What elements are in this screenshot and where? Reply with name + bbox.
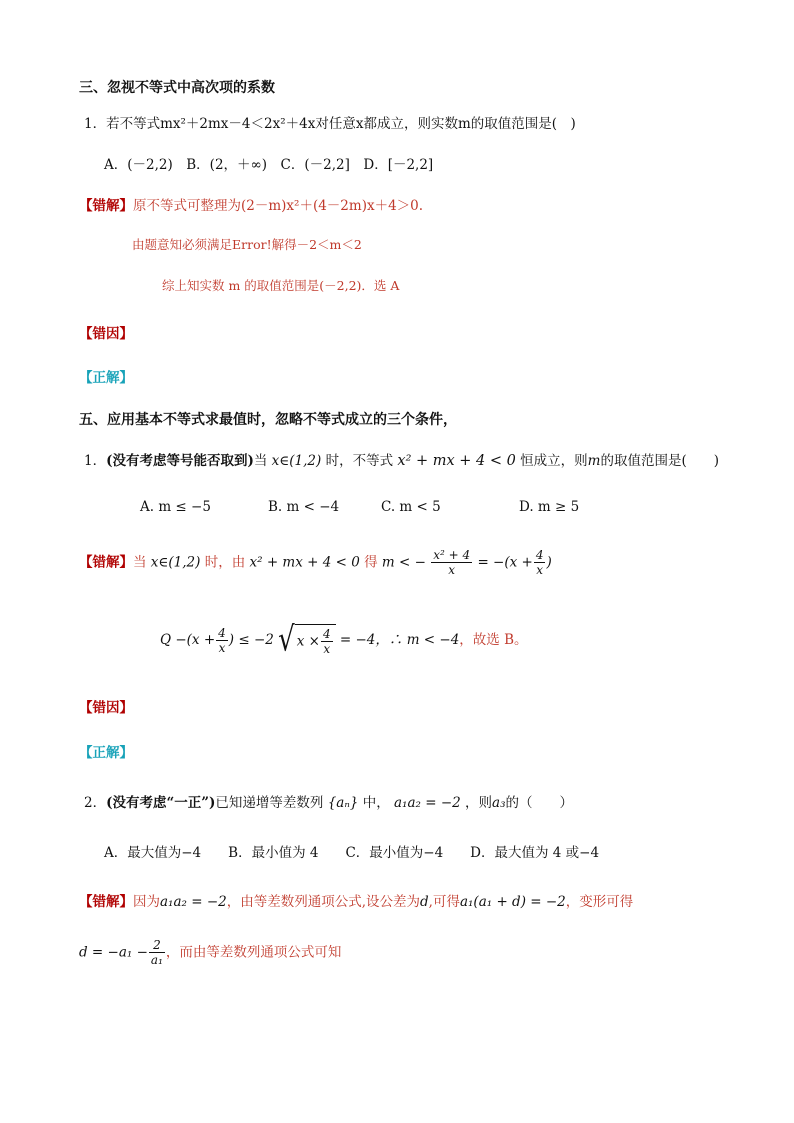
radical-sign-icon: √ (278, 620, 295, 660)
option-a: A. m ≤ −5 (140, 499, 211, 515)
correct-solution-tag: 【正解】 (79, 370, 133, 386)
fraction: $\frac{\text{x² + 4}}{x}$ (433, 548, 471, 578)
fraction: $\frac{2}{\text{a₁}}$ (150, 938, 163, 968)
wrong-solution-5-2-line-1: 【错解】因为a₁a₂ = −2，由等差数列通项公式,设公差为d,可得a₁(a₁ + d) = −2，变形可得 (79, 894, 634, 910)
fraction: $\frac{4}{x}$ (322, 627, 331, 657)
fraction: $\frac{4}{x}$ (218, 625, 226, 655)
error-reason-tag: 【错因】 (79, 326, 133, 342)
option-d: D. m ≥ 5 (519, 499, 580, 515)
section-heading-3: 三、忽视不等式中高次项的系数 (79, 80, 275, 96)
section-heading-5: 五、应用基本不等式求最值时，忽略不等式成立的三个条件， (79, 412, 457, 428)
square-root: √ x × $\frac{4}{x}$ (278, 624, 335, 657)
wrong-solution-tag: 【错解】 (79, 198, 133, 214)
wrong-solution-5-1-line-2: Q −(x + $\frac{4}{x}$ ) ≤ −2 √ x × $\frac{4}{x}$ = −4，∴ m < −4，故选 B。 (160, 620, 528, 660)
question-5-2-options: A．最大值为−4 B．最小值为 4 C．最小值为−4 D．最大值为 4 或−4 (104, 845, 600, 861)
question-1-stem: 1．若不等式mx²＋2mx－4＜2x²＋4x对任意x都成立，则实数m的取值范围是( ) (84, 116, 576, 132)
option-b: B. m < −4 (268, 499, 340, 515)
question-5-2-stem: 2．(没有考虑“一正”)已知递增等差数列 {aₙ} 中， a₁a₂ = −2 ，则a₃的（ ） (84, 795, 573, 811)
question-5-1-stem: 1．(没有考虑等号能否取到)当 x∈(1,2) 时，不等式 x² + mx + 4 < 0 恒成立，则m的取值范围是( ) (84, 453, 720, 469)
wrong-solution-line-1 (79, 198, 423, 215)
question-1-options: A．(－2,2) B．(2，＋∞) C．(－2,2] D．[－2,2] (104, 157, 434, 173)
question-note: (没有考虑等号能否取到) (106, 453, 254, 469)
wrong-solution-text: 原不等式可整理为(2－m)x²＋(4－2m)x＋4＞0. (133, 198, 424, 214)
wrong-solution-5-1-line-1: 【错解】当 x∈(1,2) 时，由 x² + mx + 4 < 0 得 m < − $\frac{\text{x² + 4}}{x}$ = −(x + $\frac{4}{x}$ ) (79, 548, 552, 578)
correct-solution-tag-5-1: 【正解】 (79, 745, 133, 761)
wrong-solution-line-3: 综上知实数 m 的取值范围是(－2,2)．选 A (162, 278, 400, 293)
fraction: $\frac{4}{x}$ (535, 548, 544, 578)
question-note: (没有考虑“一正”) (106, 795, 216, 811)
wrong-solution-5-2-line-2: d = −a₁ − $\frac{2}{\text{a₁}}$ ，而由等差数列通项公式可知 (79, 938, 342, 968)
error-reason-tag-5-1: 【错因】 (79, 700, 133, 716)
option-c: C. m < 5 (381, 499, 441, 515)
wrong-solution-line-2: 由题意知必须满足Error!解得－2＜m＜2 (132, 237, 362, 252)
